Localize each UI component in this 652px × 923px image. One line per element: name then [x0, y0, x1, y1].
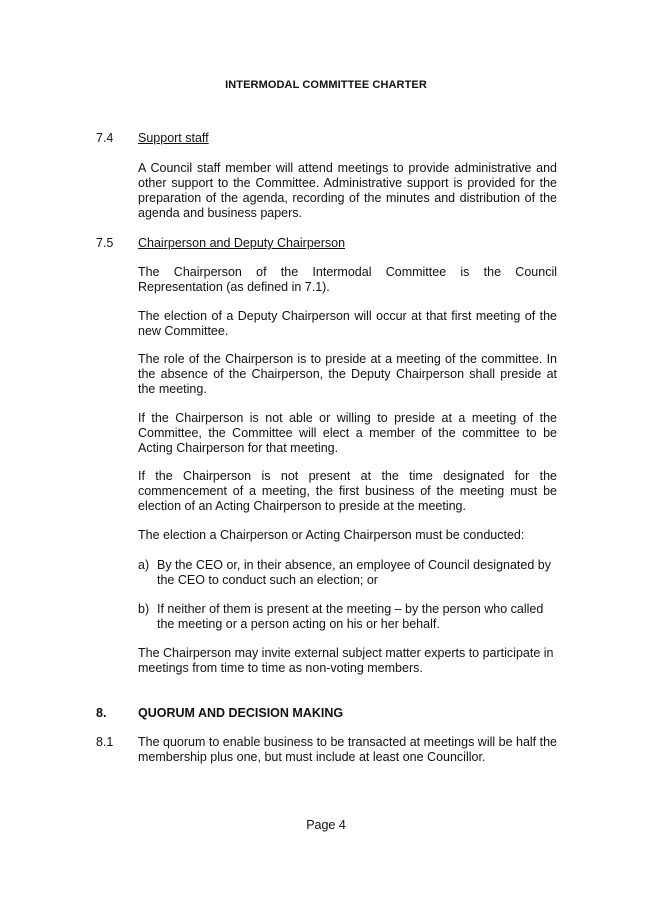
- list-marker: a): [138, 558, 150, 572]
- chairperson-paragraph-2: The election of a Deputy Chairperson will occur at that first meeting of the new Committee.: [138, 309, 557, 338]
- page-number: Page 4: [306, 818, 346, 832]
- quorum-paragraph: The quorum to enable business to be transacted at meetings will be half the membership plus one, but must include at least one Councillor.: [138, 735, 558, 764]
- support-staff-paragraph: A Council staff member will attend meetings to provide administrative and other support to the Committee. Administrative support is provided for the preparation of the agenda, recording of the minutes and distribution of the agenda and business papers.: [138, 161, 557, 220]
- section-heading-support-staff: Support staff: [138, 131, 209, 145]
- list-item: [138, 602, 557, 632]
- list-item-text: By the CEO or, in their absence, an employee of Council designated by the CEO to conduct such an election; or: [157, 558, 551, 587]
- list-item: [138, 558, 557, 588]
- section-number-7-4: 7.4: [96, 131, 114, 145]
- section-heading-quorum: QUORUM AND DECISION MAKING: [138, 706, 344, 720]
- list-item-text: If neither of them is present at the meeting – by the person who called the meeting or a person acting on his or her behalf.: [157, 602, 544, 631]
- chairperson-paragraph-7: The Chairperson may invite external subject matter experts to participate in meetings from time to time as non-voting members.: [138, 646, 554, 675]
- section-heading-chairperson: Chairperson and Deputy Chairperson: [138, 236, 346, 250]
- chairperson-paragraph-3: The role of the Chairperson is to preside at a meeting of the committee. In the absence of the Chairperson, the Deputy Chairperson shall preside at the meeting.: [138, 352, 557, 396]
- chairperson-paragraph-5: If the Chairperson is not present at the time designated for the commencement of a meeting, the first business of the meeting must be election of an Acting Chairperson to preside at the meeting.: [138, 469, 557, 513]
- document-title: INTERMODAL COMMITTEE CHARTER: [225, 79, 427, 91]
- section-number-8-1: 8.1: [96, 735, 114, 749]
- section-number-7-5: 7.5: [96, 236, 114, 250]
- chairperson-paragraph-1: The Chairperson of the Intermodal Committee is the Council Representation (as defined in 7.1).: [138, 265, 557, 294]
- chairperson-paragraph-4: If the Chairperson is not able or willing to preside at a meeting of the Committee, the Committee will elect a member of the committee to be Acting Chairperson for that meeting.: [138, 411, 557, 455]
- chairperson-paragraph-6: The election a Chairperson or Acting Chairperson must be conducted:: [138, 528, 525, 542]
- section-number-8: 8.: [96, 706, 107, 720]
- list-marker: b): [138, 602, 150, 616]
